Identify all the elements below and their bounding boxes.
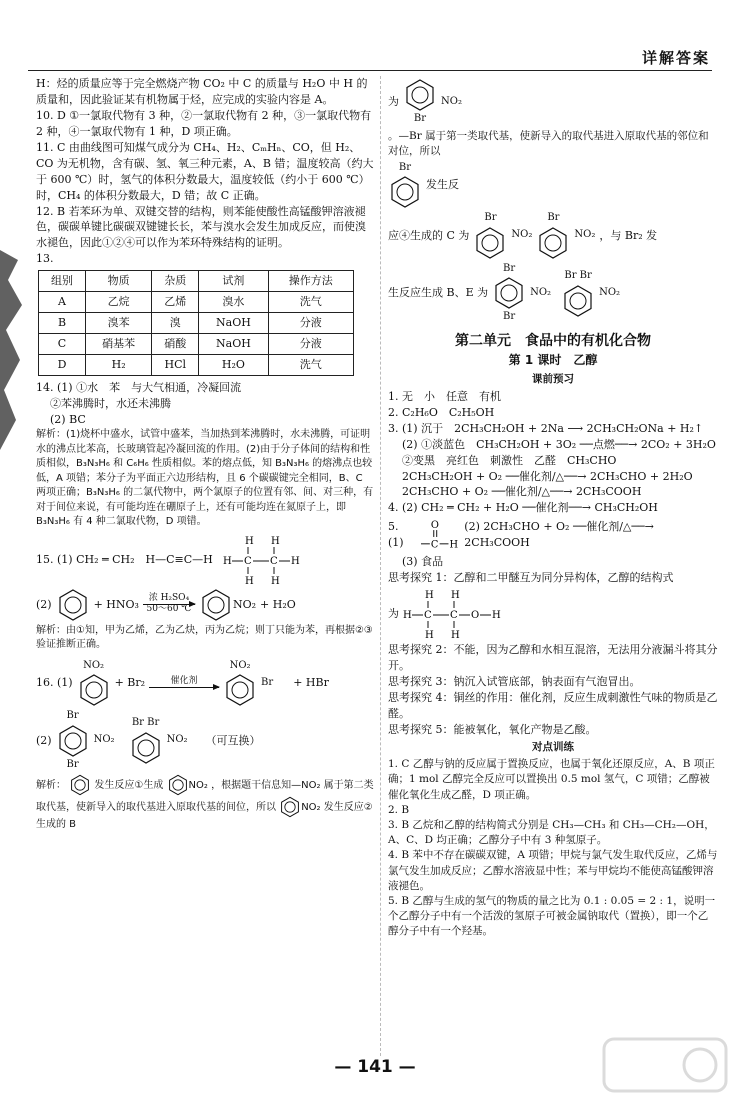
atom-label: C bbox=[243, 555, 252, 567]
bromo-group-label: Br bbox=[503, 311, 516, 323]
atom-label: H bbox=[270, 535, 280, 547]
training-answer-1: 1. C 乙醇与钠的反应属于置换反应，也属于氧化还原反应，A、B 项正确；1 mol 乙醇完全反应可以置换出 0.5 mol 氢气，C 项错；乙醇被催化氧化生成乙醛，D 项正确。 bbox=[388, 758, 715, 801]
think-1: 思考探究 1：乙醇和二甲醚互为同分异构体，乙醇的结构式 bbox=[388, 571, 674, 585]
q16-reagent: + Br₂ bbox=[114, 675, 146, 689]
table-cell: H₂O bbox=[199, 355, 268, 376]
table-cell: 溴水 bbox=[199, 292, 268, 313]
nitro-group-label: NO₂ bbox=[188, 780, 208, 792]
preview-item-4: 4. (2) CH₂ ═ CH₂ + H₂O ──催化剂──→ CH₃CH₂OH bbox=[388, 501, 658, 515]
benzene-ring-icon bbox=[167, 774, 189, 796]
table-cell: HCl bbox=[152, 355, 199, 376]
atom-label: H bbox=[222, 555, 232, 567]
bromo-group-label: Br bbox=[261, 676, 274, 688]
ethanol-structure-diagram bbox=[403, 588, 513, 640]
q16-part1-reaction bbox=[36, 659, 374, 708]
bromo-group-label: Br bbox=[147, 717, 160, 729]
q15-part2-reaction bbox=[36, 588, 374, 622]
atom-label: C bbox=[430, 540, 439, 552]
preview-item-3-2: (2) ①淡蓝色 CH₃CH₂OH + 3O₂ ──点燃──→ 2CO₂ + 3H₂O bbox=[402, 437, 716, 451]
table-cell: NaOH bbox=[199, 313, 268, 334]
think-3: 思考探究 3：钠沉入试管底部，钠表面有气泡冒出。 bbox=[388, 675, 641, 689]
right-text: 为 bbox=[388, 95, 399, 109]
benzene-ring-icon bbox=[77, 673, 111, 707]
benzene-ring-icon bbox=[223, 673, 257, 707]
q16-part2-label: (2) bbox=[36, 733, 52, 747]
atom-label: H bbox=[244, 575, 254, 586]
aldehyde-group-diagram bbox=[421, 518, 460, 552]
benzene-ring-icon bbox=[473, 226, 507, 260]
nitro-group-label: NO₂ bbox=[93, 734, 115, 746]
q12-answer: 12. B 若苯环为单、双键交替的结构，则苯能使酸性高锰酸钾溶液褪色，碳碳单键比碳碳双键键长长，苯与溴水会发生加成反应，而使溴水褪色，因此①②④可以作为苯环特殊结构的证明。 bbox=[36, 204, 366, 250]
right-text: ，与 Br₂ 发 bbox=[599, 228, 658, 242]
table-cell: A bbox=[39, 292, 86, 313]
right-line-3 bbox=[388, 211, 718, 260]
preview-item-3-3: ②变黑 亮红色 刺激性 乙醛 CH₃CHO bbox=[402, 453, 617, 467]
nitro-group-label: NO₂ bbox=[530, 287, 552, 299]
table-cell: 分液 bbox=[268, 334, 353, 355]
bromo-group-label: Br bbox=[503, 262, 516, 274]
table-cell: 分液 bbox=[268, 313, 353, 334]
arrow-condition-bottom: 50～60 ℃ bbox=[146, 604, 192, 615]
right-text: 生反应生成 B、E 为 bbox=[388, 286, 489, 300]
bromo-group-label: Br bbox=[547, 212, 560, 224]
table-cell: D bbox=[39, 355, 86, 376]
benzene-ring-icon bbox=[56, 724, 90, 758]
atom-label: H bbox=[403, 610, 412, 622]
table-cell: B bbox=[39, 313, 86, 334]
atom-label: C bbox=[269, 555, 278, 567]
nitrobenzene-structure bbox=[77, 659, 111, 708]
table-row bbox=[39, 355, 354, 376]
benzene-ring-icon bbox=[536, 226, 570, 260]
right-text: 。—Br 属于第一类取代基，使新导入的取代基进入原取代基的邻位和对位，所以 bbox=[388, 129, 709, 157]
atom-label: H bbox=[451, 590, 460, 602]
atom-label: H bbox=[451, 630, 460, 641]
q15-formulas: 15. (1) CH₂ ═ CH₂ H—C≡C—H bbox=[36, 552, 213, 566]
atom-label: C bbox=[450, 610, 458, 622]
arrow-condition-top: 催化剂 bbox=[170, 676, 198, 687]
q14-part2: (2) BC bbox=[50, 413, 86, 427]
bromo-group-label: Br bbox=[564, 270, 577, 282]
reaction-arrow bbox=[143, 594, 195, 615]
q14-part1b: ②苯沸腾时，水还未沸腾 bbox=[50, 397, 171, 411]
nitro-group-label: NO₂ bbox=[83, 659, 105, 671]
atom-label: C bbox=[424, 610, 432, 622]
bromonitrobenzene-structure bbox=[403, 78, 437, 127]
table-row bbox=[39, 334, 354, 355]
right-paragraph-1 bbox=[388, 129, 718, 159]
atom-label: H bbox=[425, 590, 434, 602]
substituent-row bbox=[564, 269, 591, 284]
q15-reagent: + HNO₃ bbox=[93, 597, 139, 611]
ethanol-structural-formula-row bbox=[388, 588, 718, 640]
bromo-group-label: Br bbox=[66, 710, 79, 722]
training-answer-5: 5. B 乙醇与生成的氢气的物质的量之比为 0.1 : 0.05 = 2 : 1，说明一个乙醇分子中有一个活泼的氢原子可被金属钠取代（置换），即一个乙醇分子中有一个羟基。 bbox=[388, 895, 716, 938]
q16-analysis bbox=[36, 774, 374, 833]
benzene-ring-icon bbox=[129, 731, 163, 765]
right-text: 应④生成的 C 为 bbox=[388, 228, 470, 242]
atom-label: H bbox=[270, 575, 280, 586]
arrow-condition-top: 浓 H₂SO₄ bbox=[148, 593, 190, 604]
benzene-ring-icon bbox=[279, 796, 301, 818]
table-header-cell: 物质 bbox=[86, 271, 152, 292]
table-header-row bbox=[39, 271, 354, 292]
q16-part2 bbox=[36, 709, 374, 772]
benzene-ring-icon bbox=[492, 276, 526, 310]
bromo-group-label: Br bbox=[66, 758, 79, 770]
preview-item-1: 1. 无 小 任意 有机 bbox=[388, 389, 501, 403]
interchangeable-note: （可互换） bbox=[205, 733, 261, 747]
o-bromonitrobenzene-structure bbox=[473, 211, 507, 260]
q15-part1 bbox=[36, 534, 374, 586]
bromo-group-label: Br bbox=[131, 717, 144, 729]
nitro-group-label: NO₂ bbox=[166, 734, 188, 746]
preview-item-3-5: 2CH₃CHO + O₂ ──催化剂/△──→ 2CH₃COOH bbox=[402, 485, 642, 499]
table-cell: H₂ bbox=[86, 355, 152, 376]
analysis-text: 发生反应①生成 bbox=[94, 780, 164, 792]
dibromonitrobenzene-e-structure bbox=[561, 269, 595, 318]
atom-label: H bbox=[449, 540, 459, 552]
right-text: 为 bbox=[388, 607, 399, 621]
table-cell: 硝基苯 bbox=[86, 334, 152, 355]
benzene-ring-icon bbox=[56, 588, 90, 622]
training-answer-4: 4. B 苯中不存在碳碳双键，A 项错；甲烷与氯气发生取代反应，乙烯与氯气发生加成反应；乙醇水溶液显中性；苯与甲烷均不能使高锰酸钾溶液褪色。 bbox=[388, 849, 718, 892]
table-cell: 洗气 bbox=[268, 292, 353, 313]
nitro-group-label: NO₂ bbox=[229, 659, 251, 671]
atom-label: O bbox=[471, 610, 480, 622]
column-divider bbox=[380, 76, 381, 1056]
nitro-group-label: NO₂ bbox=[301, 802, 321, 814]
page-header bbox=[0, 0, 750, 72]
preview-item-5-3: (3) 食品 bbox=[402, 555, 444, 569]
training-answer-2: 2. B bbox=[388, 803, 410, 816]
benzene-ring-icon bbox=[69, 774, 91, 796]
q16-label: 16. (1) bbox=[36, 675, 73, 689]
right-line-1 bbox=[388, 78, 718, 127]
nitro-group-label: NO₂ bbox=[511, 229, 533, 241]
table-cell: C bbox=[39, 334, 86, 355]
table-cell: 乙烷 bbox=[86, 292, 152, 313]
dibromonitrobenzene-structure bbox=[56, 709, 90, 772]
bromo-group-label: Br bbox=[413, 113, 427, 124]
bromo-group-label: Br bbox=[579, 270, 592, 282]
benzene-ring-icon bbox=[199, 588, 233, 622]
dibromonitrobenzene-b-structure bbox=[492, 262, 526, 325]
preview-item-5-label: 5. (1) bbox=[388, 520, 404, 550]
m-bromonitrobenzene-structure bbox=[223, 659, 257, 708]
header-rule bbox=[28, 70, 712, 71]
table-header-cell: 试剂 bbox=[199, 271, 268, 292]
table-header-cell: 杂质 bbox=[152, 271, 199, 292]
table-cell: 溴 bbox=[152, 313, 199, 334]
right-line-2 bbox=[388, 161, 718, 210]
analysis-label: 解析： bbox=[36, 780, 66, 792]
atom-label: H bbox=[492, 610, 501, 622]
preview-item-2: 2. C₂H₆O C₂H₅OH bbox=[388, 405, 495, 419]
think-4: 思考探究 4：铜丝的作用：催化剂，反应生成刺激性气味的物质是乙醛。 bbox=[388, 691, 718, 720]
benzene-ring-icon bbox=[561, 284, 595, 318]
preview-item-3-1: 3. (1) 沉于 2CH₃CH₂OH + 2Na ⟶ 2CH₃CH₂ONa + H₂↑ bbox=[388, 421, 704, 435]
benzene-ring-icon bbox=[403, 78, 437, 112]
left-column bbox=[36, 76, 374, 833]
atom-label: H bbox=[425, 630, 434, 641]
dibromonitrobenzene-isomer-structure bbox=[129, 716, 163, 765]
q13-label: 13. bbox=[36, 252, 54, 266]
preview-item-3-4: 2CH₃CH₂OH + O₂ ──催化剂/△──→ 2CH₃CHO + 2H₂O bbox=[402, 469, 693, 483]
table-header-cell: 操作方法 bbox=[268, 271, 353, 292]
think-5: 思考探究 5：能被氧化，氧化产物是乙酸。 bbox=[388, 722, 597, 736]
header-title: 详解答案 bbox=[641, 49, 710, 67]
analysis-text: 发生反应②生成的 B bbox=[36, 802, 373, 831]
right-line-4 bbox=[388, 262, 718, 325]
training-section-title: 对点训练 bbox=[532, 740, 574, 753]
training-answer-3: 3. B 乙烷和乙醇的结构简式分别是 CH₃—CH₃ 和 CH₃—CH₂—OH，A、C、D 均正确；乙醇分子中有 3 种氢原子。 bbox=[388, 818, 715, 847]
table-cell: 硝酸 bbox=[152, 334, 199, 355]
q13-table bbox=[38, 270, 354, 376]
nitro-group-label: NO₂ bbox=[599, 287, 621, 299]
table-row bbox=[39, 313, 354, 334]
ethane-structure-diagram bbox=[223, 534, 303, 586]
torn-edge-decoration bbox=[0, 250, 40, 450]
table-cell: 乙烯 bbox=[152, 292, 199, 313]
lesson-title: 第 1 课时 乙醇 bbox=[508, 353, 598, 368]
reaction-arrow bbox=[149, 677, 219, 688]
right-column bbox=[388, 76, 718, 940]
table-cell: 溴苯 bbox=[86, 313, 152, 334]
table-cell: 洗气 bbox=[268, 355, 353, 376]
preview-item-5-1 bbox=[388, 518, 718, 552]
preview-item-5-2: (2) 2CH₃CHO + O₂ ──催化剂/△──→ 2CH₃COOH bbox=[464, 520, 654, 550]
q14-analysis: 解析：(1)烧杯中盛水，试管中盛苯，当加热到苯沸腾时，水未沸腾，可证明水的沸点比苯高，长玻璃管起冷凝回流的作用。(2)由于分子体间的结构和性质相似，B₃N₃H₆ 和 C₆H₆ 性质相似。苯的熔点低，知 B₃N₃H₆ 的熔沸点也较低，A 项错；苯分子为平面正六边形结构，且 6 个碳碳键完全相同，B、C 两项正确；B₃N₃H₆ 的二氯代物中，两个氯原子的位置有邻、间、对三种，有对于间位来说，有可能均连在硼原子上，还有可能均连在氮原子上，即 B₃N₃H₆ 有 4 种二氯取代物，D 项错。 bbox=[36, 429, 374, 528]
page-number: — 141 — bbox=[334, 1057, 416, 1077]
bromo-group-label: Br bbox=[398, 161, 412, 173]
bromobenzene-structure bbox=[388, 161, 422, 210]
atom-label: H bbox=[290, 555, 300, 567]
q14-part1: 14. (1) ①水 苯 与大气相通，冷凝回流 bbox=[36, 381, 242, 395]
think-2: 思考探究 2：不能，因为乙醇和水相互混溶，无法用分液漏斗将其分开。 bbox=[388, 643, 718, 673]
atom-label: H bbox=[244, 535, 254, 547]
q9-continuation: H：烃的质量应等于完全燃烧产物 CO₂ 中 C 的质量与 H₂O 中 H 的质量和，因此验证某有机物属于烃，应完成的实验内容是 A。 bbox=[36, 77, 368, 106]
substituent-row bbox=[132, 716, 159, 731]
q15-water: + H₂O bbox=[260, 597, 296, 611]
q10-answer: 10. D ①一氯取代物有 3 种，②一氯取代物有 2 种，③一氯取代物有 2 种，④一氯取代物有 1 种，D 项正确。 bbox=[36, 108, 372, 138]
q15-part2-label: (2) bbox=[36, 597, 52, 611]
q11-answer: 11. C 由曲线图可知煤气成分为 CH₄、H₂、CₘHₙ、CO，但 H₂、CO 为无机物，含有碳、氢、氧三种元素，A、B 错；温度较高（约大于 600 ℃）时，氢气的体积分数最大，温度较低（约小于 600 ℃）时，CH₄ 的体积分数最大，D 错；故 C 正确。 bbox=[36, 140, 374, 202]
right-text: 发生反 bbox=[426, 178, 459, 192]
preview-section-title: 课前预习 bbox=[532, 372, 574, 385]
bromo-group-label: Br bbox=[484, 212, 497, 224]
q15-analysis: 解析：由①知，甲为乙烯，乙为乙炔，丙为乙烷；则丁只能为苯，再根据②③验证推断正确。 bbox=[36, 624, 373, 651]
table-row bbox=[39, 292, 354, 313]
o-bromonitrobenzene-structure-2 bbox=[536, 211, 570, 260]
benzene-ring-icon bbox=[388, 175, 422, 209]
q16-hbr: + HBr bbox=[293, 675, 329, 689]
unit-title: 第二单元 食品中的有机化合物 bbox=[455, 332, 651, 349]
watermark-logo-icon bbox=[600, 1035, 730, 1095]
nitro-group-label: NO₂ bbox=[441, 96, 462, 107]
table-header-cell: 组别 bbox=[39, 271, 86, 292]
nitro-group-label: NO₂ bbox=[232, 597, 257, 611]
table-cell: NaOH bbox=[199, 334, 268, 355]
analysis-text: ，根据题干信息知—NO₂ 属于第二类取代基，使新导入的取代基进入原取代基的间位，所以 bbox=[36, 780, 374, 814]
nitro-group-label: NO₂ bbox=[574, 229, 596, 241]
atom-label: O bbox=[430, 520, 439, 532]
